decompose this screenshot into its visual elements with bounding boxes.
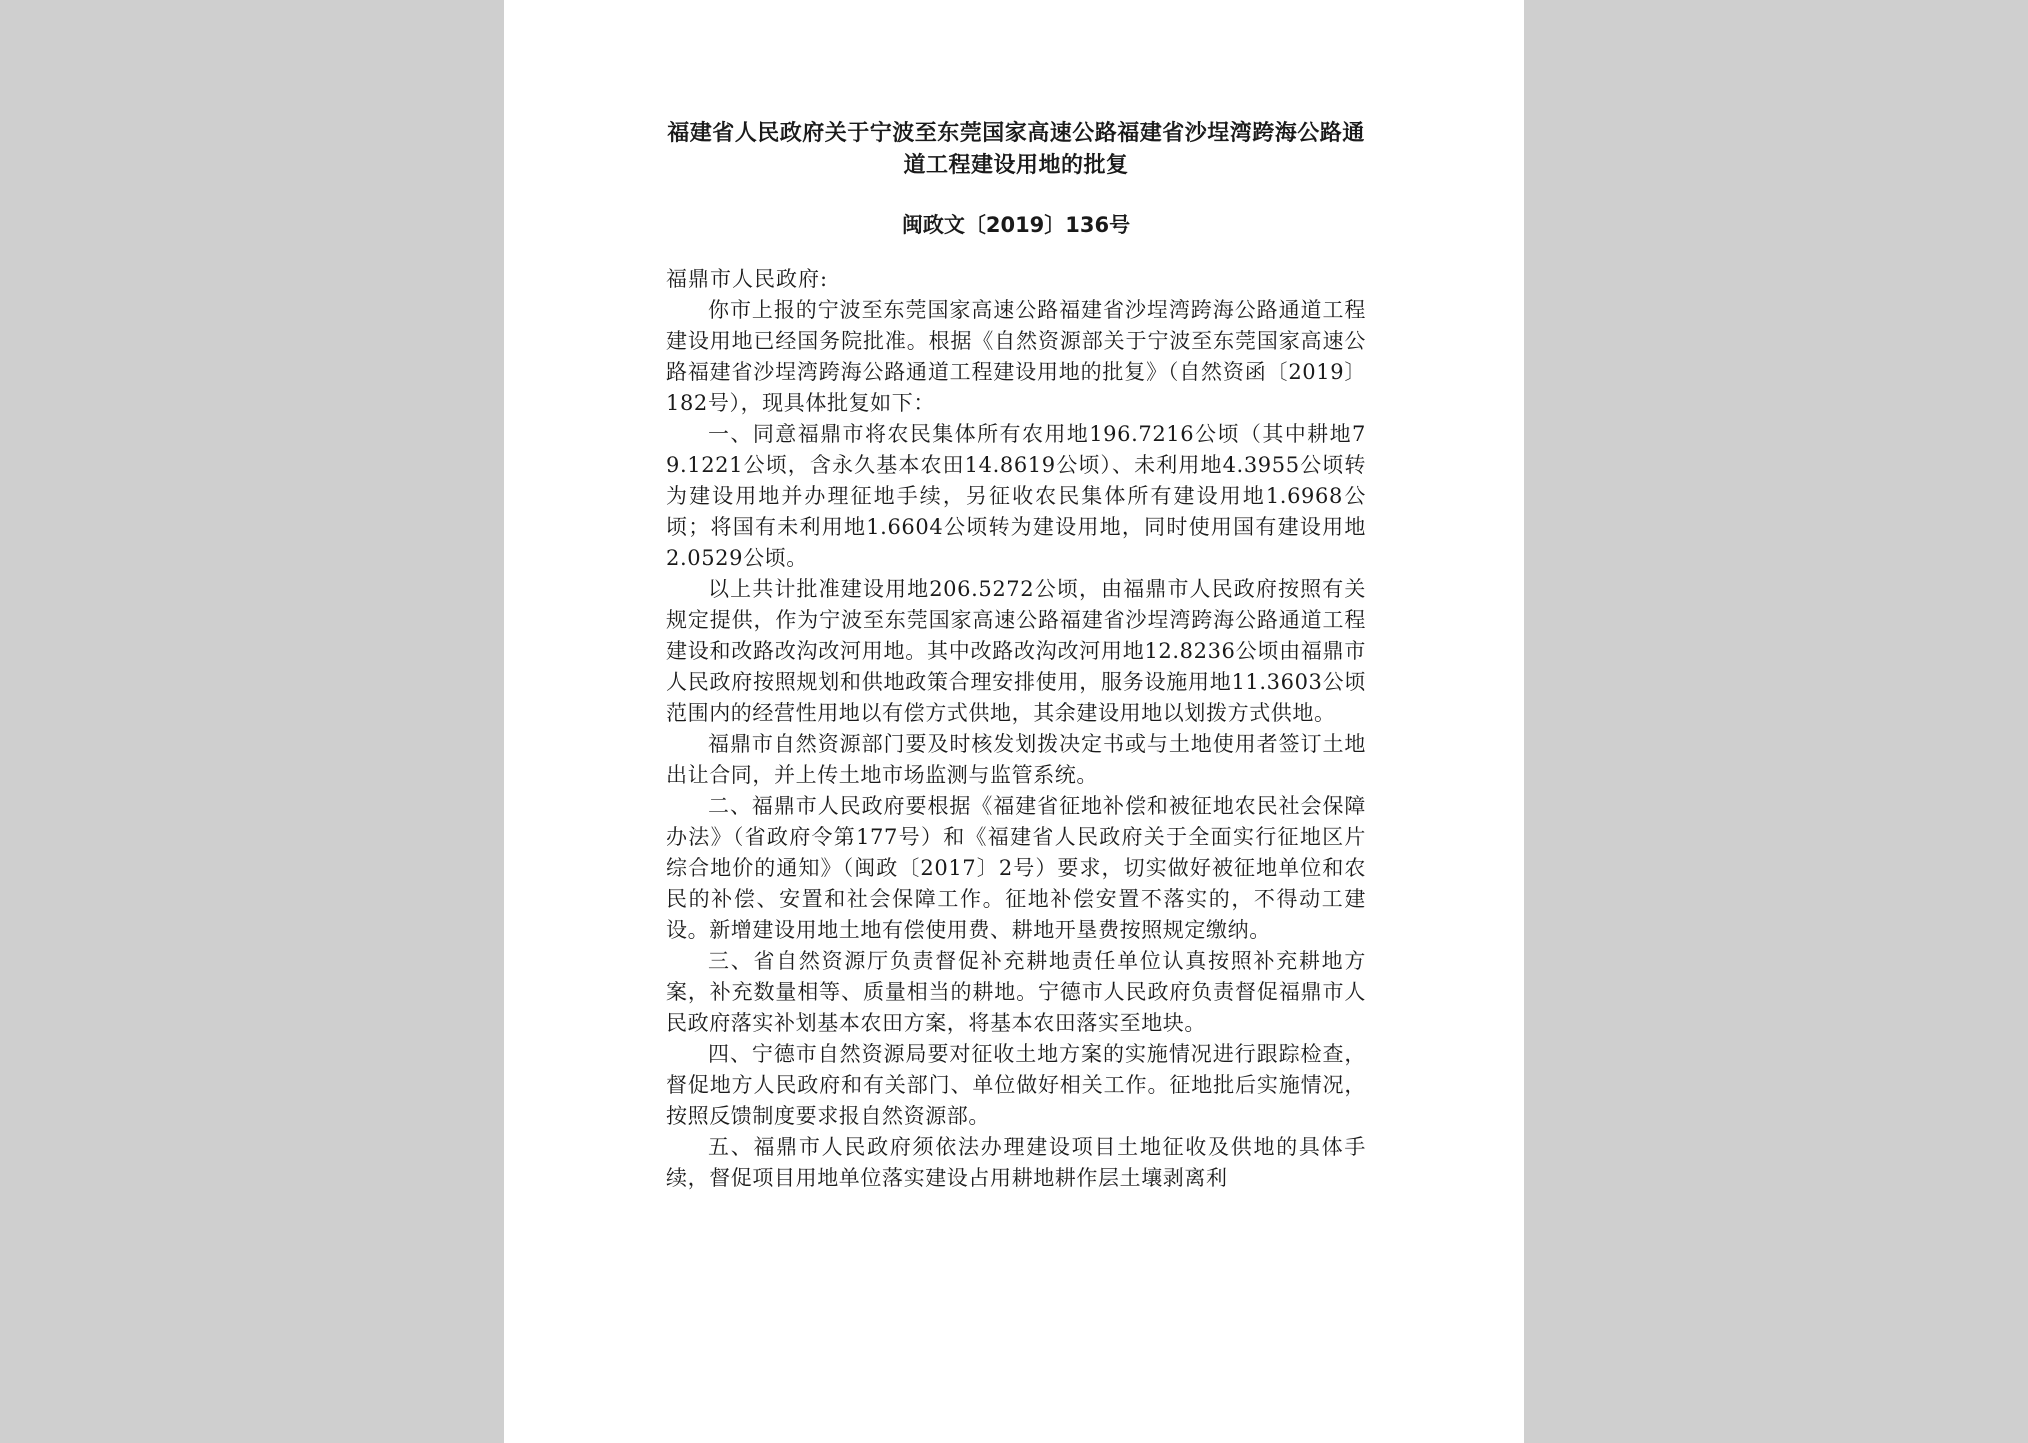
- document-page: [504, 0, 1524, 1443]
- document-title: 福建省人民政府关于宁波至东莞国家高速公路福建省沙埕湾跨海公路通道工程建设用地的批复: [667, 121, 1365, 178]
- paragraph: 福鼎市自然资源部门要及时核发划拨决定书或与土地使用者签订土地出让合同，并上传土地市场监测与监管系统。: [666, 732, 1366, 787]
- paragraph: 你市上报的宁波至东莞国家高速公路福建省沙埕湾跨海公路通道工程建设用地已经国务院批准。根据《自然资源部关于宁波至东莞国家高速公路福建省沙埕湾跨海公路通道工程建设用地的批复》（自然资函〔2019〕182号），现具体批复如下：: [666, 298, 1366, 415]
- paragraph: 四、宁德市自然资源局要对征收土地方案的实施情况进行跟踪检查，督促地方人民政府和有关部门、单位做好相关工作。征地批后实施情况，按照反馈制度要求报自然资源部。: [666, 1042, 1366, 1128]
- paragraph: 一、同意福鼎市将农民集体所有农用地196.7216公顷（其中耕地79.1221公顷，含永久基本农田14.8619公顷）、未利用地4.3955公顷转为建设用地并办理征地手续，另征收农民集体所有建设用地1.6968公顷；将国有未利用地1.6604公顷转为建设用地，同时使用国有建设用地2.0529公顷。: [666, 422, 1366, 570]
- paragraph: 三、省自然资源厅负责督促补充耕地责任单位认真按照补充耕地方案，补充数量相等、质量相当的耕地。宁德市人民政府负责督促福鼎市人民政府落实补划基本农田方案，将基本农田落实至地块。: [666, 949, 1366, 1035]
- document-body: [666, 118, 1366, 1194]
- paragraph: 以上共计批准建设用地206.5272公顷，由福鼎市人民政府按照有关规定提供，作为宁波至东莞国家高速公路福建省沙埕湾跨海公路通道工程建设和改路改沟改河用地。其中改路改沟改河用地12.8236公顷由福鼎市人民政府按照规划和供地政策合理安排使用，服务设施用地11.3603公顷范围内的经营性用地以有偿方式供地，其余建设用地以划拨方式供地。: [666, 577, 1366, 725]
- document-number: 闽政文〔2019〕136号: [901, 213, 1131, 237]
- paragraph: 二、福鼎市人民政府要根据《福建省征地补偿和被征地农民社会保障办法》（省政府令第177号）和《福建省人民政府关于全面实行征地区片综合地价的通知》（闽政〔2017〕2号）要求，切实做好被征地单位和农民的补偿、安置和社会保障工作。征地补偿安置不落实的，不得动工建设。新增建设用地土地有偿使用费、耕地开垦费按照规定缴纳。: [666, 794, 1366, 942]
- paragraph: 五、福鼎市人民政府须依法办理建设项目土地征收及供地的具体手续，督促项目用地单位落实建设占用耕地耕作层土壤剥离利: [666, 1135, 1366, 1190]
- salutation: 福鼎市人民政府:: [666, 267, 829, 291]
